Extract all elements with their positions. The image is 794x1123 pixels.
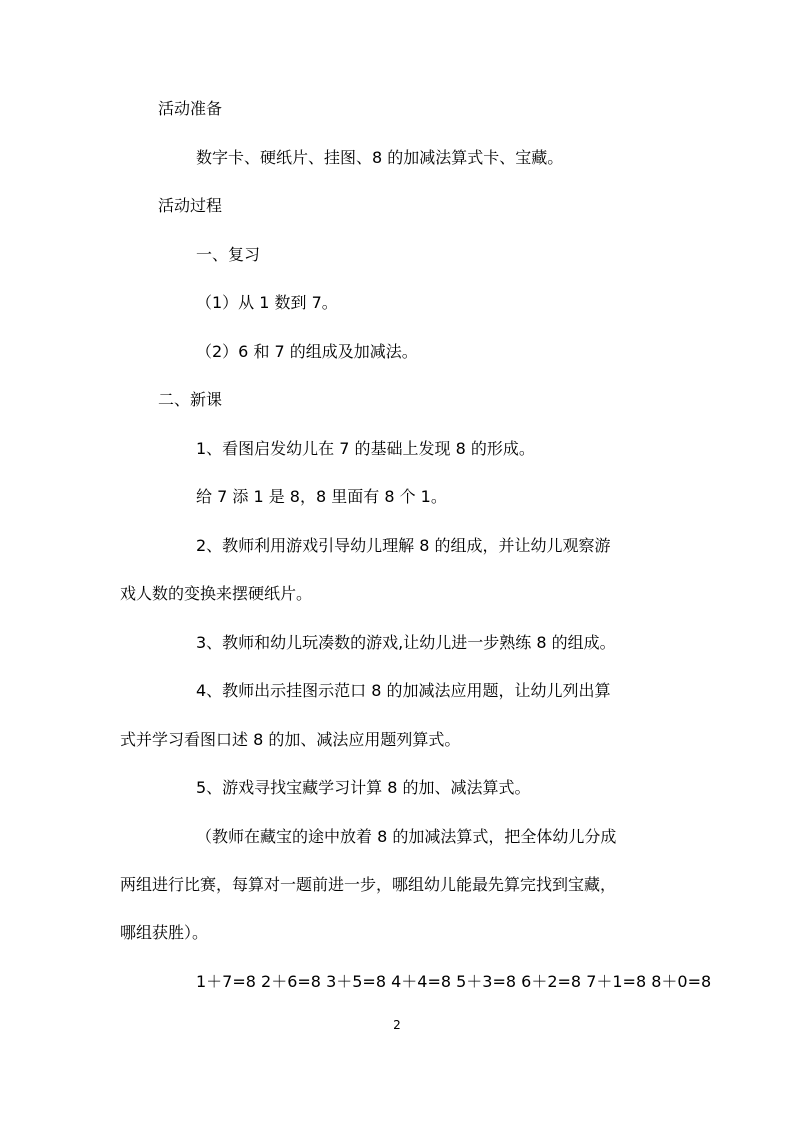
lesson-step-2-line-2: 戏人数的变换来摆硬纸片。	[120, 584, 313, 603]
section-review: 一、复习	[196, 245, 261, 264]
review-item-1: （1）从 1 数到 7。	[196, 293, 338, 312]
lesson-step-2-line-1: 2、教师利用游戏引导幼儿理解 8 的组成，并让幼儿观察游	[196, 536, 611, 555]
lesson-step-5: 5、游戏寻找宝藏学习计算 8 的加、减法算式。	[196, 778, 531, 797]
lesson-step-5-note-line-1: （教师在藏宝的途中放着 8 的加减法算式，把全体幼儿分成	[196, 827, 617, 846]
equations-line: 1＋7=8 2＋6=8 3＋5=8 4＋4=8 5＋3=8 6＋2=8 7＋1=8 8＋0=8	[196, 972, 712, 991]
heading-activity-process: 活动过程	[158, 196, 223, 215]
lesson-step-1-detail: 给 7 添 1 是 8，8 里面有 8 个 1。	[196, 487, 447, 506]
section-new-lesson: 二、新课	[158, 390, 223, 409]
lesson-step-3: 3、教师和幼儿玩凑数的游戏,让幼儿进一步熟练 8 的组成。	[196, 633, 616, 652]
lesson-step-5-note-line-2: 两组进行比赛，每算对一题前进一步，哪组幼儿能最先算完找到宝藏，	[120, 875, 617, 894]
lesson-step-5-note-line-3: 哪组获胜）。	[120, 923, 209, 942]
review-item-2: （2）6 和 7 的组成及加减法。	[196, 342, 418, 361]
lesson-step-4-line-1: 4、教师出示挂图示范口 8 的加减法应用题，让幼儿列出算	[196, 681, 611, 700]
lesson-step-4-line-2: 式并学习看图口述 8 的加、减法应用题列算式。	[120, 730, 461, 749]
lesson-step-1: 1、看图启发幼儿在 7 的基础上发现 8 的形成。	[196, 439, 535, 458]
heading-activity-preparation: 活动准备	[158, 99, 223, 118]
page-number: 2	[393, 1018, 401, 1032]
paragraph-materials: 数字卡、硬纸片、挂图、8 的加减法算式卡、宝藏。	[196, 148, 564, 167]
